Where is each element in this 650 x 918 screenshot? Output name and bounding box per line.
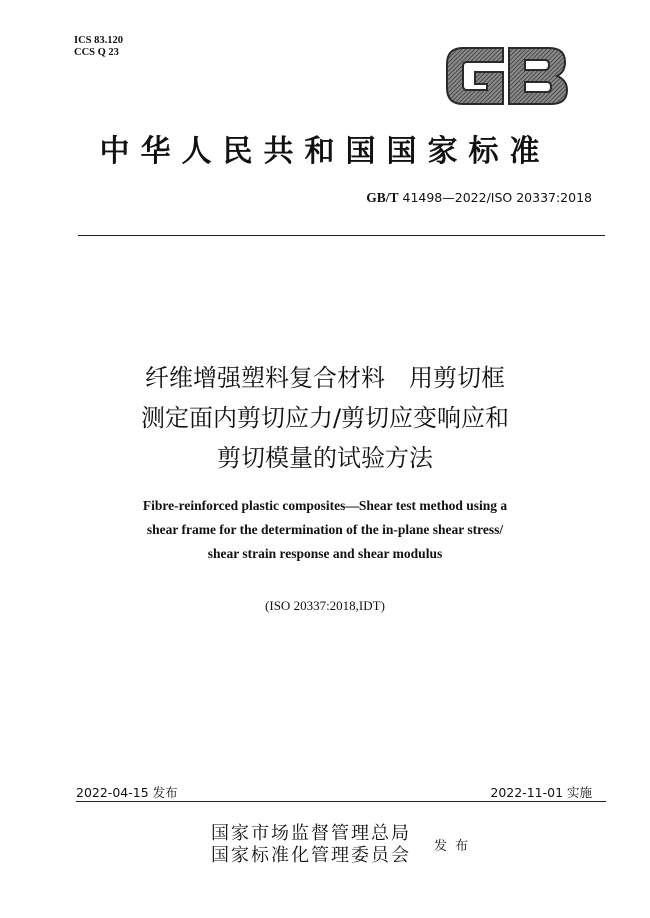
footer-divider xyxy=(76,801,606,802)
gb-logo-icon xyxy=(443,42,571,110)
issue-date: 2022-04-15 发布 xyxy=(76,785,178,800)
title-english-line: shear frame for the determination of the in-plane shear stress/ xyxy=(146,522,504,537)
standard-number xyxy=(366,190,592,206)
ccs-code: CCS Q 23 xyxy=(74,47,119,58)
equivalence-note: (ISO 20337:2018,IDT) xyxy=(265,598,385,613)
title-english xyxy=(0,494,650,566)
classification-codes xyxy=(74,35,123,59)
issuer-name: 国家市场监督管理总局 xyxy=(211,823,411,844)
title-chinese-line: 剪切模量的试验方法 xyxy=(217,444,433,472)
title-chinese-line: 测定面内剪切应力/剪切应变响应和 xyxy=(140,404,510,432)
standard-name: 中华人民共和国国家标准 xyxy=(99,134,551,169)
ics-code: ICS 83.120 xyxy=(74,35,124,46)
standard-number-rest: 41498—2022/ISO 20337:2018 xyxy=(398,190,592,205)
issuer-name: 国家标准化管理委员会 xyxy=(211,845,411,866)
implementation-date: 2022-11-01 实施 xyxy=(490,785,592,800)
title-english-line: shear strain response and shear modulus xyxy=(207,546,443,561)
publish-label: 发布 xyxy=(434,839,477,854)
title-chinese xyxy=(0,358,650,478)
title-english-line: Fibre-reinforced plastic composites—Shear test method using a xyxy=(142,498,508,513)
issuing-authorities xyxy=(211,823,411,867)
header-divider xyxy=(78,235,605,236)
standard-number-prefix: GB/T xyxy=(366,190,399,205)
title-chinese-line: 纤维增强塑料复合材料 用剪切框 xyxy=(145,364,505,392)
